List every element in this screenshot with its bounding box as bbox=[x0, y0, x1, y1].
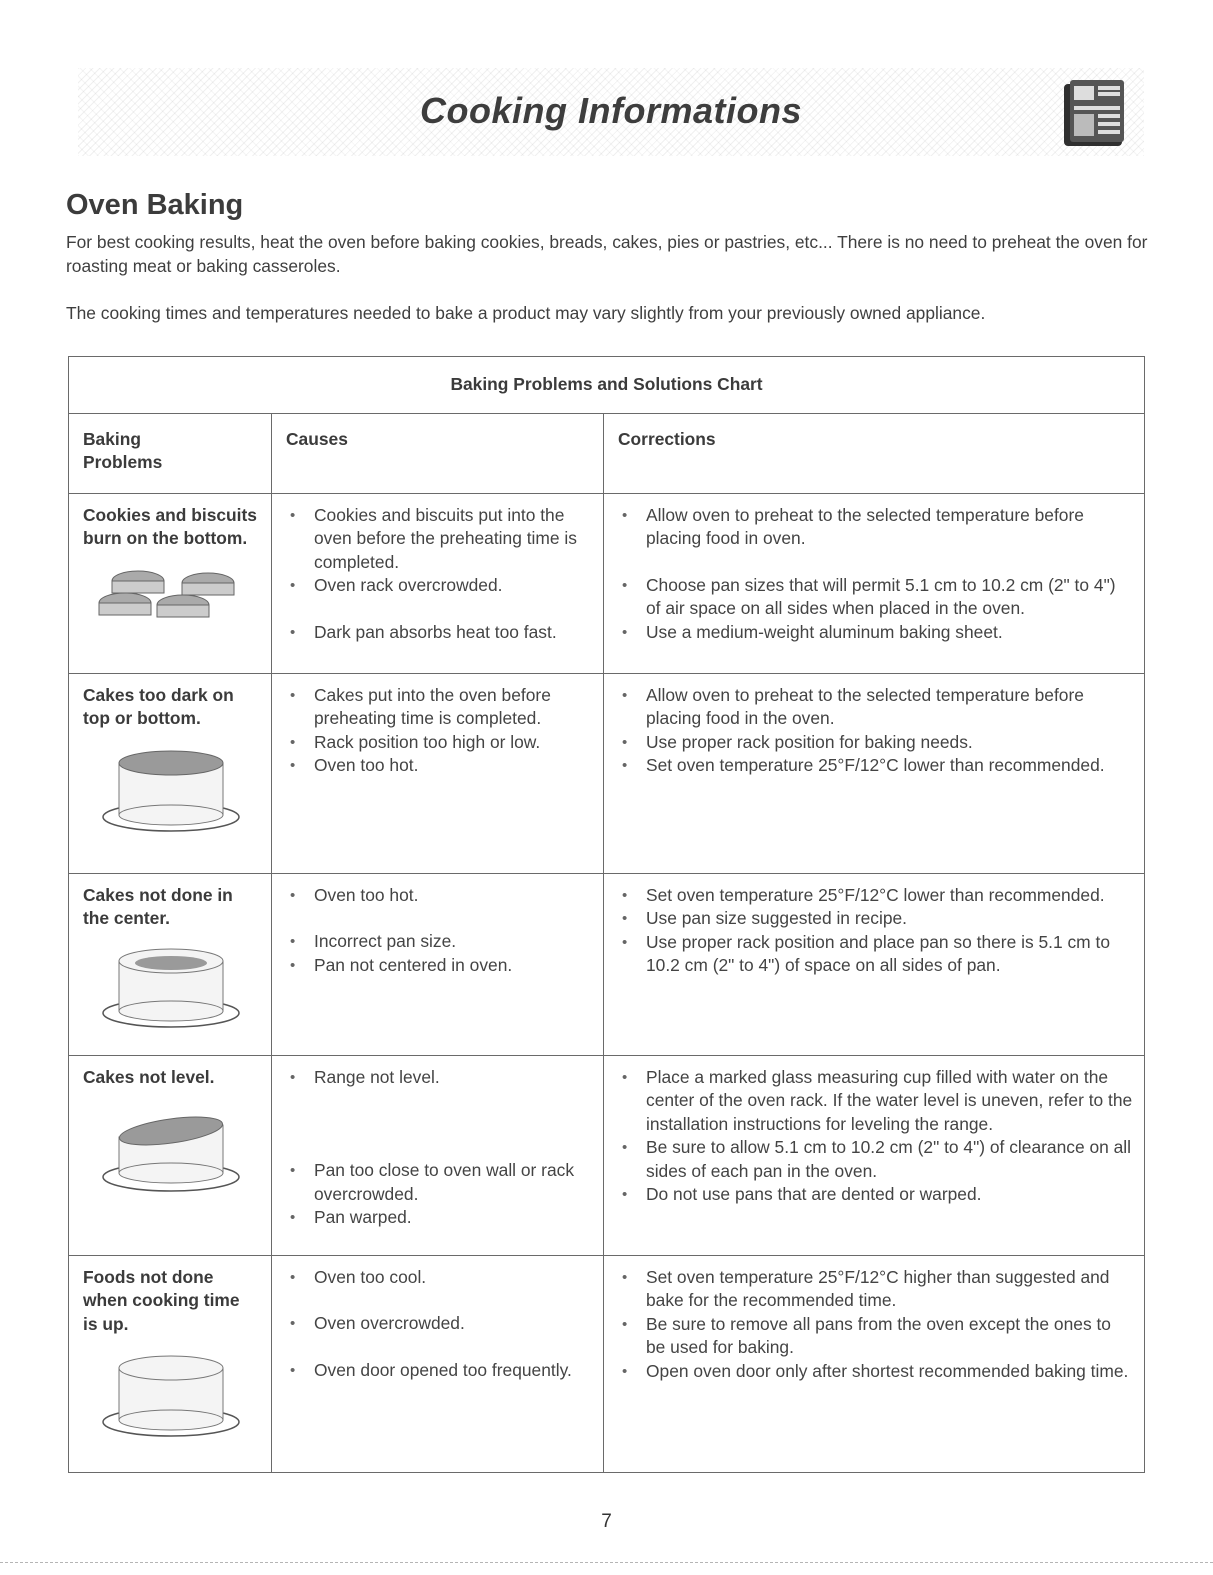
problem-cell bbox=[69, 1256, 272, 1473]
causes-cell bbox=[272, 874, 604, 1056]
header-problems-label: Baking Problems bbox=[83, 429, 163, 473]
cause-item: • Cakes put into the oven before preheating time is completed. bbox=[288, 684, 593, 731]
corrections-cell bbox=[604, 874, 1145, 1056]
causes-cell bbox=[272, 494, 604, 674]
causes-cell bbox=[272, 1256, 604, 1473]
correction-item: • Allow oven to preheat to the selected temperature before placing food in oven. bbox=[620, 504, 1134, 551]
table-row bbox=[69, 494, 1145, 674]
cause-item: • Oven too cool. bbox=[288, 1266, 593, 1289]
problem-cell bbox=[69, 674, 272, 874]
corrections-cell bbox=[604, 494, 1145, 674]
problem-label: Cakes not done in the center. bbox=[83, 885, 233, 929]
cause-item: • Pan warped. bbox=[288, 1206, 593, 1229]
problem-label: Foods not done when cooking time is up. bbox=[83, 1267, 240, 1334]
cookies-icon bbox=[83, 559, 253, 629]
correction-item: • Be sure to allow 5.1 cm to 10.2 cm (2" to 4") of clearance on all sides of each pan in the oven. bbox=[620, 1136, 1134, 1183]
cookbook-icon bbox=[1062, 78, 1130, 150]
cake-sunken-icon bbox=[83, 939, 253, 1035]
cause-item: • Pan not centered in oven. bbox=[288, 954, 593, 977]
cause-item: • Incorrect pan size. bbox=[288, 930, 593, 953]
correction-item: • Open oven door only after shortest recommended baking time. bbox=[620, 1360, 1134, 1383]
table-row bbox=[69, 874, 1145, 1056]
problem-label: Cookies and biscuits burn on the bottom. bbox=[83, 505, 257, 549]
cause-item: • Oven overcrowded. bbox=[288, 1312, 593, 1335]
cause-item: • Oven too hot. bbox=[288, 884, 593, 907]
correction-item: • Use pan size suggested in recipe. bbox=[620, 907, 1134, 930]
header-banner bbox=[78, 68, 1144, 156]
correction-item: • Set oven temperature 25°F/12°C lower than recommended. bbox=[620, 884, 1134, 907]
header-title: Cooking Informations bbox=[420, 90, 802, 131]
header-corrections: Corrections bbox=[604, 414, 1145, 494]
correction-item: • Use proper rack position for baking needs. bbox=[620, 731, 1134, 754]
correction-item: • Choose pan sizes that will permit 5.1 cm to 10.2 cm (2" to 4") of air space on all sides when placed in the oven. bbox=[620, 574, 1134, 621]
causes-cell bbox=[272, 674, 604, 874]
correction-item: • Allow oven to preheat to the selected temperature before placing food in the oven. bbox=[620, 684, 1134, 731]
table-row bbox=[69, 1256, 1145, 1473]
table-row bbox=[69, 674, 1145, 874]
problem-label: Cakes too dark on top or bottom. bbox=[83, 685, 234, 729]
cake-plain-icon bbox=[83, 1344, 253, 1444]
intro-paragraph-2: The cooking times and temperatures needed to bake a product may vary slightly from your previously owned appliance. bbox=[66, 303, 986, 323]
footer-divider bbox=[0, 1562, 1213, 1563]
correction-item: • Place a marked glass measuring cup filled with water on the center of the oven rack. If the water level is uneven, refer to the installation instructions for leveling the range. bbox=[620, 1066, 1134, 1136]
problem-cell bbox=[69, 874, 272, 1056]
corrections-cell bbox=[604, 1056, 1145, 1256]
cause-item: • Oven too hot. bbox=[288, 754, 593, 777]
corrections-cell bbox=[604, 674, 1145, 874]
header-causes: Causes bbox=[272, 414, 604, 494]
section-title: Oven Baking bbox=[66, 189, 244, 221]
intro-paragraph: For best cooking results, heat the oven before baking cookies, breads, cakes, pies or pastries, etc... There is no need to preheat the oven for roasting meat or baking casseroles. bbox=[66, 232, 1148, 276]
corrections-cell bbox=[604, 1256, 1145, 1473]
correction-item: • Do not use pans that are dented or warped. bbox=[620, 1183, 1134, 1206]
page-number: 7 bbox=[601, 1511, 612, 1532]
problem-label: Cakes not level. bbox=[83, 1067, 215, 1087]
cause-item: • Range not level. bbox=[288, 1066, 593, 1089]
correction-item: • Use a medium-weight aluminum baking sheet. bbox=[620, 621, 1134, 644]
correction-item: • Be sure to remove all pans from the oven except the ones to be used for baking. bbox=[620, 1313, 1134, 1360]
problem-cell bbox=[69, 1056, 272, 1256]
baking-problems-chart bbox=[68, 356, 1145, 1473]
causes-cell bbox=[272, 1056, 604, 1256]
cause-item: • Rack position too high or low. bbox=[288, 731, 593, 754]
correction-item: • Set oven temperature 25°F/12°C lower than recommended. bbox=[620, 754, 1134, 777]
problem-cell bbox=[69, 494, 272, 674]
cause-item: • Cookies and biscuits put into the oven before the preheating time is completed. bbox=[288, 504, 593, 574]
cake-tilted-icon bbox=[83, 1097, 253, 1197]
cause-item: • Oven rack overcrowded. bbox=[288, 574, 593, 597]
header-problems bbox=[69, 414, 272, 494]
cake-dark-top-icon bbox=[83, 739, 253, 839]
cause-item: • Dark pan absorbs heat too fast. bbox=[288, 621, 593, 644]
cause-item: • Pan too close to oven wall or rack overcrowded. bbox=[288, 1159, 593, 1206]
correction-item: • Set oven temperature 25°F/12°C higher than suggested and bake for the recommended time. bbox=[620, 1266, 1134, 1313]
correction-item: • Use proper rack position and place pan so there is 5.1 cm to 10.2 cm (2" to 4") of space on all sides of pan. bbox=[620, 931, 1134, 978]
chart-title: Baking Problems and Solutions Chart bbox=[69, 357, 1145, 414]
cause-item: • Oven door opened too frequently. bbox=[288, 1359, 593, 1382]
table-row bbox=[69, 1056, 1145, 1256]
